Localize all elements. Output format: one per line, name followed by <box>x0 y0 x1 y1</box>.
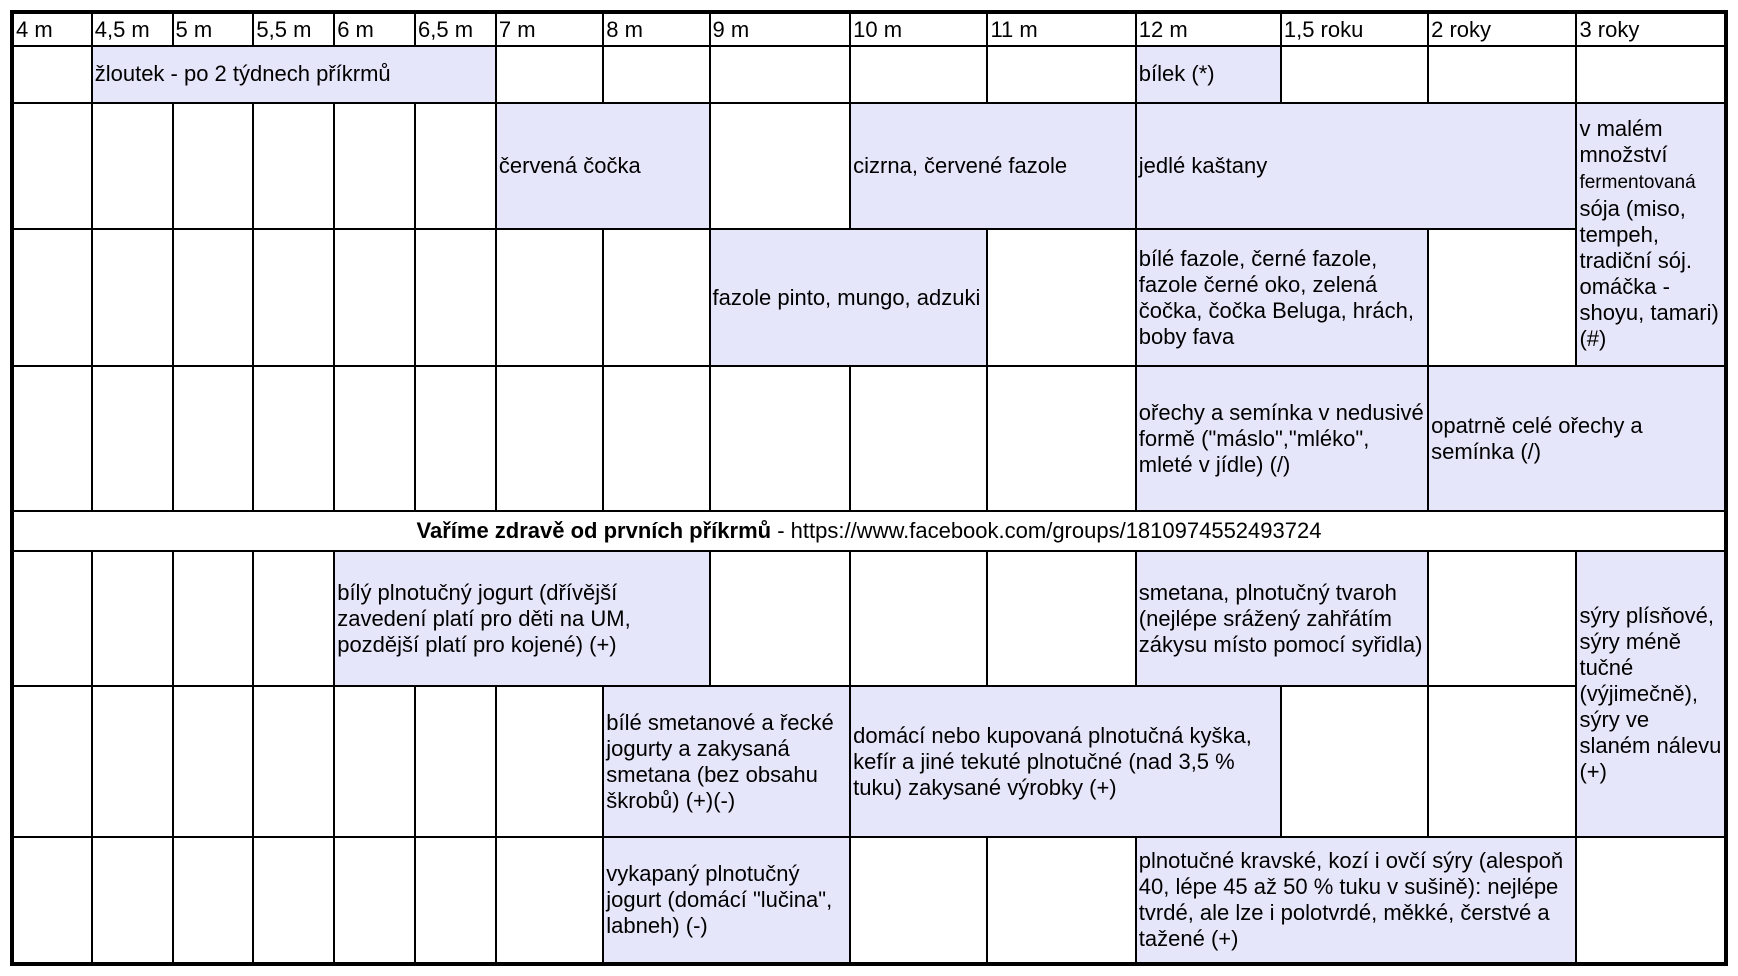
empty-cell <box>173 551 254 686</box>
age-header: 6 m <box>334 12 415 46</box>
whole-nuts-cell: opatrně celé ořechy a semínka (/) <box>1428 366 1726 511</box>
empty-cell <box>334 837 415 964</box>
mold-cheese-cell: sýry plísňové, sýry méně tučné (výjimečně), sýry ve slaném nálevu (+) <box>1576 551 1726 837</box>
greek-yogurt-cell: bílé smetanové a řecké jogurty a zakysaná smetana (bez obsahu škrobů) (+)(-) <box>603 686 850 837</box>
empty-cell <box>987 551 1135 686</box>
age-header: 9 m <box>710 12 851 46</box>
empty-cell <box>987 366 1135 511</box>
empty-cell <box>253 103 334 230</box>
age-header: 8 m <box>603 12 709 46</box>
age-header: 2 roky <box>1428 12 1576 46</box>
legumes-row-1 <box>12 103 1726 230</box>
empty-cell <box>173 686 254 837</box>
egg-yolk-cell: žloutek - po 2 týdnech příkrmů <box>92 46 496 102</box>
empty-cell <box>1281 686 1428 837</box>
empty-cell <box>1428 229 1576 366</box>
empty-cell <box>253 551 334 686</box>
empty-cell <box>92 229 173 366</box>
empty-cell <box>173 366 254 511</box>
empty-cell <box>92 686 173 837</box>
empty-cell <box>987 229 1135 366</box>
empty-cell <box>1576 46 1726 102</box>
legumes-row-2 <box>12 229 1726 366</box>
banner-url[interactable]: - https://www.facebook.com/groups/1810974552493724 <box>771 518 1322 544</box>
dairy-row-1 <box>12 551 1726 686</box>
empty-cell <box>603 366 709 511</box>
empty-cell <box>12 551 92 686</box>
empty-cell <box>1576 837 1726 964</box>
empty-cell <box>496 366 603 511</box>
dairy-row-3 <box>12 837 1726 964</box>
age-header: 4 m <box>12 12 92 46</box>
cheese-cell: plnotučné kravské, kozí i ovčí sýry (alespoň 40, lépe 45 až 50 % tuku v sušině): nejlépe tvrdé, ale lze i polotvrdé, měkké, čerstvé a tažené (+) <box>1136 837 1577 964</box>
empty-cell <box>603 229 709 366</box>
age-header: 7 m <box>496 12 603 46</box>
empty-cell <box>415 229 496 366</box>
empty-cell <box>12 686 92 837</box>
empty-cell <box>710 366 851 511</box>
empty-cell <box>334 229 415 366</box>
empty-cell <box>334 103 415 230</box>
buttermilk-cell: domácí nebo kupovaná plnotučná kyška, kefír a jiné tekuté plnotučné (nad 3,5 % tuku) zakysané výrobky (+) <box>850 686 1281 837</box>
empty-cell <box>1281 46 1428 102</box>
age-header: 6,5 m <box>415 12 496 46</box>
age-header: 12 m <box>1136 12 1281 46</box>
empty-cell <box>987 46 1135 102</box>
soy-text-1: v malém množství <box>1579 116 1668 168</box>
empty-cell <box>12 366 92 511</box>
empty-cell <box>1428 46 1576 102</box>
group-banner <box>12 511 1726 551</box>
empty-cell <box>253 366 334 511</box>
empty-cell <box>850 46 987 102</box>
empty-cell <box>1428 686 1576 837</box>
egg-row <box>12 46 1726 102</box>
strained-yogurt-cell: vykapaný plnotučný jogurt (domácí "lučina", labneh) (-) <box>603 837 850 964</box>
empty-cell <box>92 551 173 686</box>
empty-cell <box>334 686 415 837</box>
empty-cell <box>850 366 987 511</box>
age-header: 5 m <box>173 12 254 46</box>
chestnut-cell: jedlé kaštany <box>1136 103 1577 230</box>
empty-cell <box>173 229 254 366</box>
banner-title: Vaříme zdravě od prvních příkrmů <box>416 518 772 544</box>
nuts-row <box>12 366 1726 511</box>
nut-forms-cell: ořechy a semínka v nedusivé formě ("máslo","mléko", mleté v jídle) (/) <box>1136 366 1428 511</box>
empty-cell <box>415 366 496 511</box>
empty-cell <box>334 366 415 511</box>
empty-cell <box>496 837 603 964</box>
empty-cell <box>12 103 92 230</box>
age-header: 3 roky <box>1576 12 1726 46</box>
egg-white-cell: bílek (*) <box>1136 46 1281 102</box>
fermented-soy-cell <box>1576 103 1726 367</box>
cream-curd-cell: smetana, plnotučný tvaroh (nejlépe srážený zahřátím zákysu místo pomocí syřidla) <box>1136 551 1428 686</box>
age-header: 4,5 m <box>92 12 173 46</box>
empty-cell <box>850 551 987 686</box>
empty-cell <box>496 686 603 837</box>
empty-cell <box>12 46 92 102</box>
age-header: 10 m <box>850 12 987 46</box>
empty-cell <box>415 103 496 230</box>
empty-cell <box>496 46 603 102</box>
empty-cell <box>1428 551 1576 686</box>
empty-cell <box>12 837 92 964</box>
empty-cell <box>92 366 173 511</box>
white-yogurt-cell: bílý plnotučný jogurt (dřívější zavedení platí pro děti na UM, pozdější platí pro kojené) (+) <box>334 551 709 686</box>
empty-cell <box>253 229 334 366</box>
soy-text-2: fermentovaná <box>1579 172 1696 194</box>
empty-cell <box>710 551 851 686</box>
empty-cell <box>710 103 851 230</box>
empty-cell <box>850 837 987 964</box>
empty-cell <box>496 229 603 366</box>
empty-cell <box>92 837 173 964</box>
introduction-chart-table <box>10 10 1728 966</box>
age-header: 5,5 m <box>253 12 334 46</box>
red-lentil-cell: červená čočka <box>496 103 710 230</box>
empty-cell <box>603 46 709 102</box>
empty-cell <box>173 837 254 964</box>
age-header: 11 m <box>987 12 1135 46</box>
empty-cell <box>710 46 851 102</box>
empty-cell <box>253 837 334 964</box>
white-beans-cell: bílé fazole, černé fazole, fazole černé oko, zelená čočka, čočka Beluga, hrách, boby fava <box>1136 229 1428 366</box>
age-header-row <box>12 12 1726 46</box>
empty-cell <box>173 103 254 230</box>
empty-cell <box>415 686 496 837</box>
pinto-beans-cell: fazole pinto, mungo, adzuki <box>710 229 988 366</box>
banner-row <box>12 511 1726 551</box>
empty-cell <box>92 103 173 230</box>
empty-cell <box>253 686 334 837</box>
chickpea-cell: cizrna, červené fazole <box>850 103 1136 230</box>
age-header: 1,5 roku <box>1281 12 1428 46</box>
soy-text-3: sója (miso, tempeh, tradiční sój. omáčka - shoyu, tamari) (#) <box>1579 196 1719 352</box>
empty-cell <box>987 837 1135 964</box>
empty-cell <box>415 837 496 964</box>
empty-cell <box>12 229 92 366</box>
dairy-row-2 <box>12 686 1726 837</box>
